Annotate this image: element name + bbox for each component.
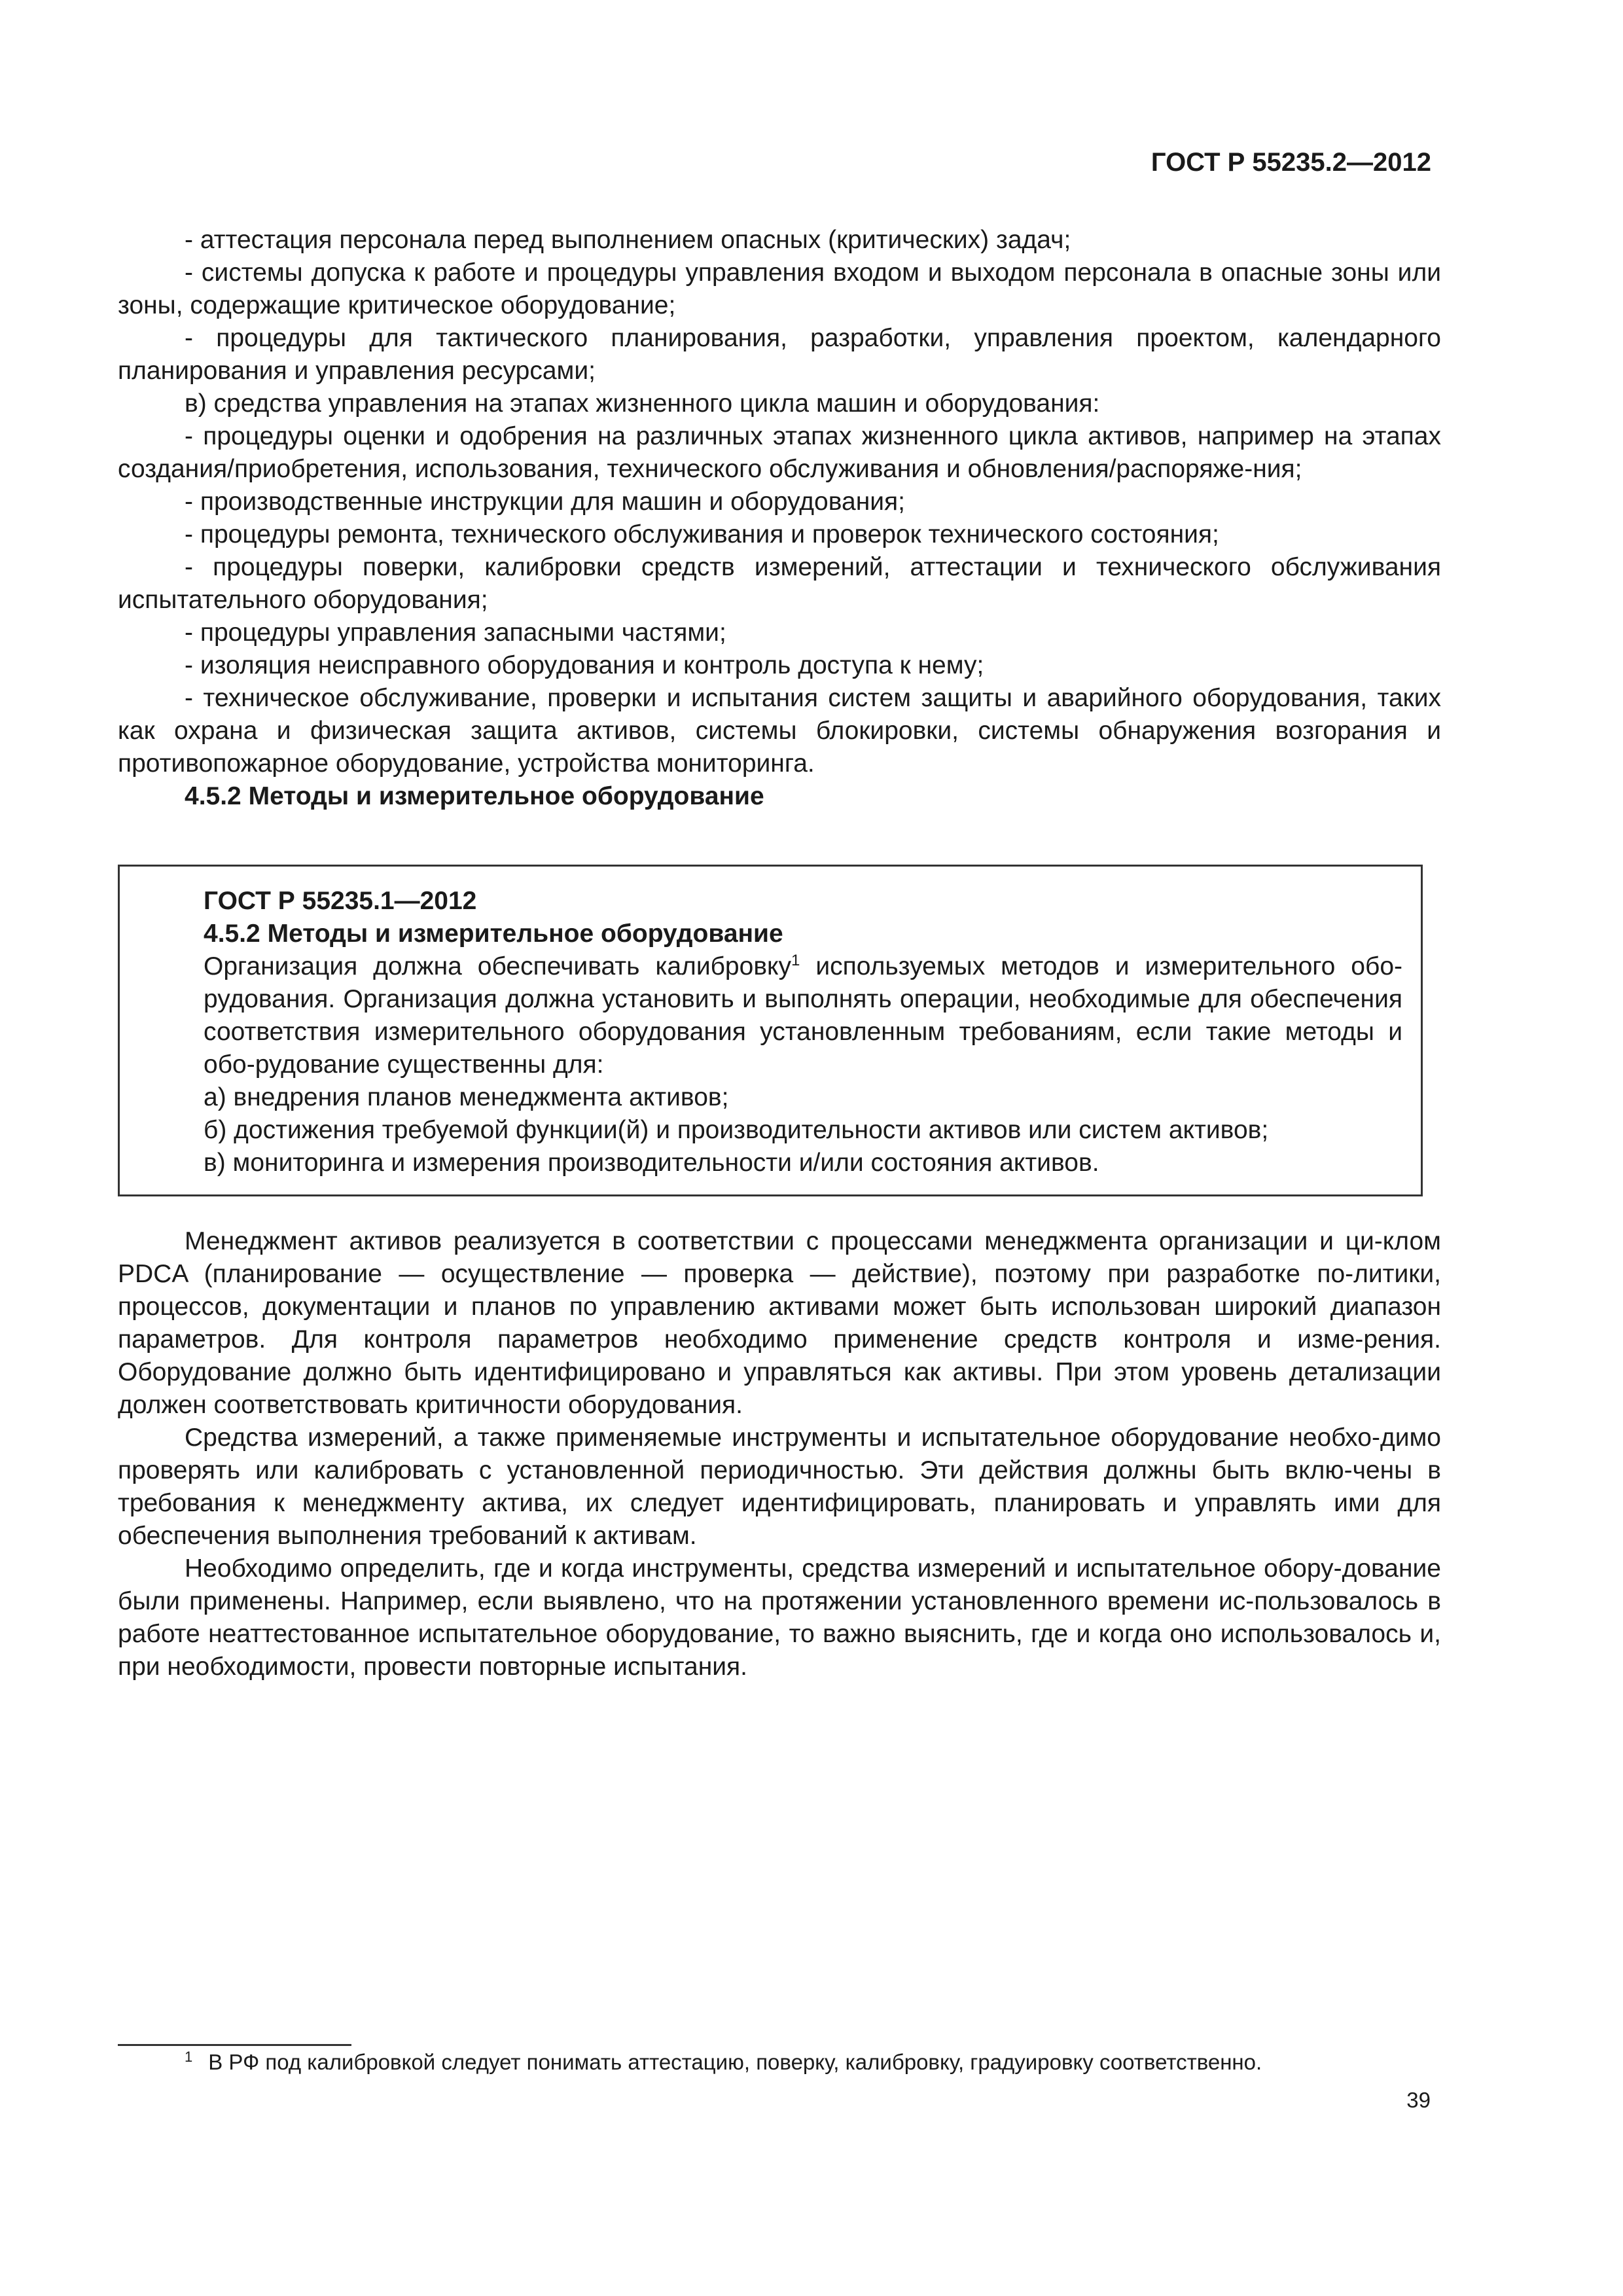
top-text-block bbox=[118, 224, 1441, 813]
footnote-text: В РФ под калибровкой следует понимать аттестацию, поверку, калибровку, градуировку соответственно. bbox=[208, 2050, 1262, 2074]
quoted-section-heading: 4.5.2 Методы и измерительное оборудование bbox=[204, 920, 783, 948]
paragraph: - системы допуска к работе и процедуры управления входом и выходом персонала в опасные зоны или зоны, содержащие критическое оборудование; bbox=[118, 259, 1441, 319]
paragraph: - техническое обслуживание, проверки и испытания систем защиты и аварийного оборудования, таких как охрана и физическая защита активов, системы блокировки, системы обнаружения возгорания и противопожарное оборудование, устройства мониторинга. bbox=[118, 684, 1441, 778]
paragraph: Необходимо определить, где и когда инструменты, средства измерений и испытательное обору-дование были применены. Например, если выявлено, что на протяжении установленного времени ис-пользовалось в работе неаттестованное испытательное оборудование, то важно выяснить, где и когда оно использовалось и, при необходимости, провести повторные испытания. bbox=[118, 1554, 1441, 1681]
quoted-paragraph bbox=[204, 950, 1402, 1081]
footnote-divider bbox=[118, 2044, 351, 2046]
footnote-mark: 1 bbox=[185, 2049, 193, 2065]
quoted-standard-box bbox=[118, 865, 1423, 1196]
paragraph: - изоляция неисправного оборудования и контроль доступа к нему; bbox=[185, 651, 984, 679]
paragraph: - процедуры ремонта, технического обслуживания и проверок технического состояния; bbox=[185, 520, 1219, 548]
paragraph: - процедуры оценки и одобрения на различных этапах жизненного цикла активов, например на этапах создания/приобретения, использования, технического обслуживания и обновления/распоряже-ния; bbox=[118, 422, 1441, 483]
document-code-header: ГОСТ Р 55235.2—2012 bbox=[1150, 148, 1431, 177]
quoted-text-part: используемых методов и измерительного обо-рудования. Организация должна установить и выполнять операции, необходимые для обеспечения соответствия измерительного оборудования установленным требованиям, если такие методы и обо-рудование существенны для: bbox=[204, 952, 1402, 1079]
paragraph: Менеджмент активов реализуется в соответствии с процессами менеджмента организации и ци-клом PDCA (планирование — осуществление — проверка — действие), поэтому при разработке по-литики, процессов, документации и планов по управлению активами может быть использован широкий диапазон параметров. Для контроля параметров необходимо применение средств контроля и изме-рения. Оборудование должно быть идентифицировано и управляться как активы. При этом уровень детализации должен соответствовать критичности оборудования. bbox=[118, 1227, 1441, 1419]
list-item: в) мониторинга и измерения производительности и/или состояния активов. bbox=[204, 1149, 1099, 1177]
paragraph: - аттестация персонала перед выполнением опасных (критических) задач; bbox=[185, 226, 1071, 254]
page-number: 39 bbox=[1406, 2088, 1431, 2112]
list-item: а) внедрения планов менеджмента активов; bbox=[204, 1083, 729, 1111]
paragraph: - процедуры для тактического планирования, разработки, управления проектом, календарного планирования и управления ресурсами; bbox=[118, 324, 1441, 385]
bottom-text-block bbox=[118, 1225, 1441, 1683]
footnote-reference: 1 bbox=[791, 952, 800, 969]
section-heading: 4.5.2 Методы и измерительное оборудование bbox=[185, 782, 764, 810]
list-item: б) достижения требуемой функции(й) и производительности активов или систем активов; bbox=[204, 1116, 1269, 1144]
quoted-text-part: Организация должна обеспечивать калибровку bbox=[204, 952, 792, 980]
paragraph: - производственные инструкции для машин и оборудования; bbox=[185, 488, 905, 516]
paragraph: - процедуры управления запасными частями; bbox=[185, 619, 726, 647]
footnote bbox=[118, 2049, 1441, 2075]
paragraph: в) средства управления на этапах жизненного цикла машин и оборудования: bbox=[185, 389, 1100, 418]
quoted-standard-ref: ГОСТ Р 55235.1—2012 bbox=[204, 887, 477, 915]
paragraph: - процедуры поверки, калибровки средств измерений, аттестации и технического обслуживания испытательного оборудования; bbox=[118, 553, 1441, 614]
paragraph: Средства измерений, а также применяемые инструменты и испытательное оборудование необхо-димо проверять или калибровать с установленной периодичностью. Эти действия должны быть вклю-чены в требования к менеджменту актива, их следует идентифицировать, планировать и управлять ими для обеспечения выполнения требований к активам. bbox=[118, 1424, 1441, 1550]
